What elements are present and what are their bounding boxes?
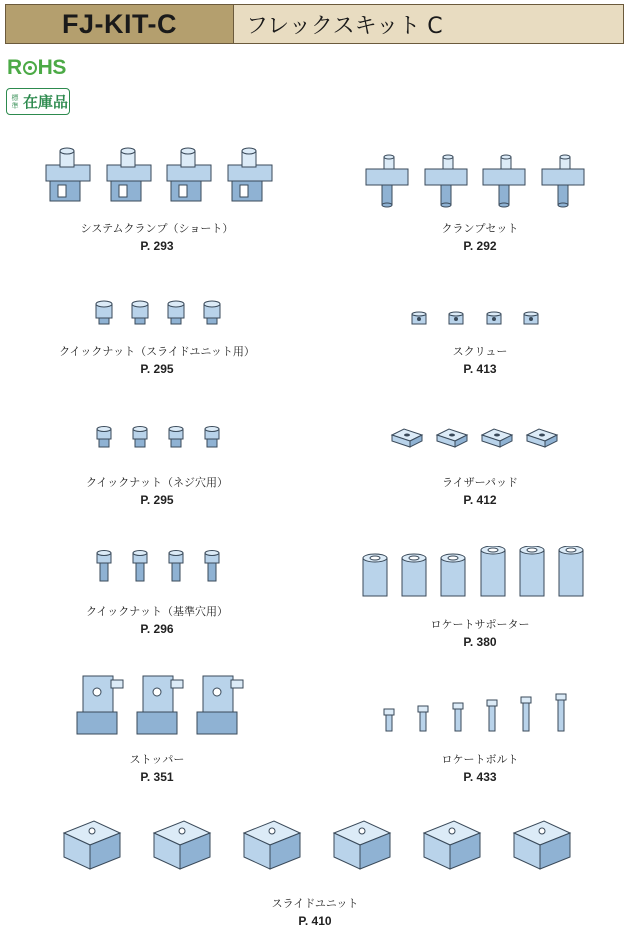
- part-illustration: [421, 153, 471, 209]
- part-illustration: [485, 311, 503, 327]
- part-illustration: [201, 298, 223, 328]
- part-illustration: [447, 311, 465, 327]
- part-illustration: [362, 153, 412, 209]
- part-illustration: [517, 546, 547, 600]
- item-label: スライドユニット: [271, 897, 359, 910]
- item-page: P. 295: [140, 362, 174, 376]
- part-illustration: [95, 549, 113, 583]
- item-caption: [57, 751, 257, 784]
- part-illustration: [71, 668, 125, 738]
- part-illustration: [438, 546, 468, 600]
- item-label: ロケートボルト: [441, 753, 519, 766]
- item-label: ロケートサポーター: [430, 618, 530, 631]
- system-clamp-icon: [38, 146, 280, 208]
- part-illustration: [222, 147, 278, 207]
- item-caption: [380, 220, 580, 253]
- part-illustration: [382, 691, 396, 735]
- item-page: P. 351: [140, 770, 174, 784]
- part-illustration: [40, 147, 96, 207]
- part-illustration: [203, 549, 221, 583]
- part-illustration: [554, 691, 568, 735]
- part-illustration: [161, 147, 217, 207]
- part-illustration: [167, 549, 185, 583]
- part-illustration: [410, 311, 428, 327]
- screw-icon: [400, 308, 550, 330]
- part-illustration: [94, 425, 114, 451]
- part-illustration: [508, 811, 574, 875]
- stopper-icon: [68, 668, 248, 738]
- quick-nut-icon: [86, 295, 230, 331]
- product-name: フレックスキット C: [234, 5, 623, 43]
- rohs-logo: R HS: [7, 56, 66, 79]
- part-illustration: [480, 425, 514, 449]
- part-illustration: [58, 811, 124, 875]
- part-illustration: [435, 425, 469, 449]
- item-label: ストッパー: [129, 753, 185, 766]
- item-label: クイックナット（ネジ穴用）: [85, 476, 228, 489]
- part-illustration: [93, 298, 115, 328]
- part-illustration: [131, 668, 185, 738]
- item-caption: [380, 343, 580, 376]
- item-caption: [57, 603, 257, 636]
- part-illustration: [519, 691, 533, 735]
- locate-supporter-icon: [355, 545, 591, 600]
- part-illustration: [202, 425, 222, 451]
- standard-stock-badge: [6, 88, 70, 115]
- clamp-set-icon: [358, 152, 592, 210]
- item-page: P. 296: [140, 622, 174, 636]
- part-illustration: [390, 425, 424, 449]
- part-illustration: [148, 811, 214, 875]
- item-page: P. 413: [463, 362, 497, 376]
- part-illustration: [399, 546, 429, 600]
- stock-badge-small-label: 標準: [11, 93, 19, 110]
- item-caption: [380, 474, 580, 507]
- stock-badge-label: 在庫品: [23, 93, 69, 111]
- part-illustration: [131, 549, 149, 583]
- locate-bolt-icon: [372, 692, 578, 734]
- part-illustration: [525, 425, 559, 449]
- part-illustration: [166, 425, 186, 451]
- product-header: [5, 4, 624, 44]
- item-page: P. 412: [463, 493, 497, 507]
- item-label: クランプセット: [441, 222, 519, 235]
- item-page: P. 292: [463, 239, 497, 253]
- item-caption: [57, 474, 257, 507]
- quick-nut-thread-icon: [86, 424, 230, 452]
- item-caption: [57, 343, 257, 376]
- item-label: システムクランプ（ショート）: [80, 222, 234, 235]
- item-page: P. 293: [140, 239, 174, 253]
- part-illustration: [538, 153, 588, 209]
- item-page: P. 410: [298, 914, 332, 928]
- item-page: P. 295: [140, 493, 174, 507]
- item-label: クイックナット（スライドユニット用）: [59, 345, 255, 358]
- part-illustration: [485, 691, 499, 735]
- item-caption: [215, 895, 415, 928]
- product-code: FJ-KIT-C: [6, 5, 234, 43]
- item-caption: [380, 616, 580, 649]
- part-illustration: [479, 153, 529, 209]
- part-illustration: [478, 546, 508, 600]
- item-label: スクリュー: [452, 345, 508, 358]
- item-label: クイックナット（基準穴用）: [85, 605, 228, 618]
- riser-pad-icon: [384, 422, 564, 452]
- part-illustration: [360, 546, 390, 600]
- part-illustration: [238, 811, 304, 875]
- part-illustration: [418, 811, 484, 875]
- part-illustration: [130, 425, 150, 451]
- part-illustration: [556, 546, 586, 600]
- item-page: P. 380: [463, 635, 497, 649]
- part-illustration: [416, 691, 430, 735]
- part-illustration: [129, 298, 151, 328]
- part-illustration: [328, 811, 394, 875]
- part-illustration: [522, 311, 540, 327]
- item-caption: [57, 220, 257, 253]
- part-illustration: [165, 298, 187, 328]
- slide-unit-icon: [46, 810, 586, 876]
- part-illustration: [101, 147, 157, 207]
- item-label: ライザーパッド: [441, 476, 519, 489]
- part-illustration: [191, 668, 245, 738]
- part-illustration: [451, 691, 465, 735]
- quick-nut-pin-icon: [86, 548, 230, 584]
- item-caption: [380, 751, 580, 784]
- item-page: P. 433: [463, 770, 497, 784]
